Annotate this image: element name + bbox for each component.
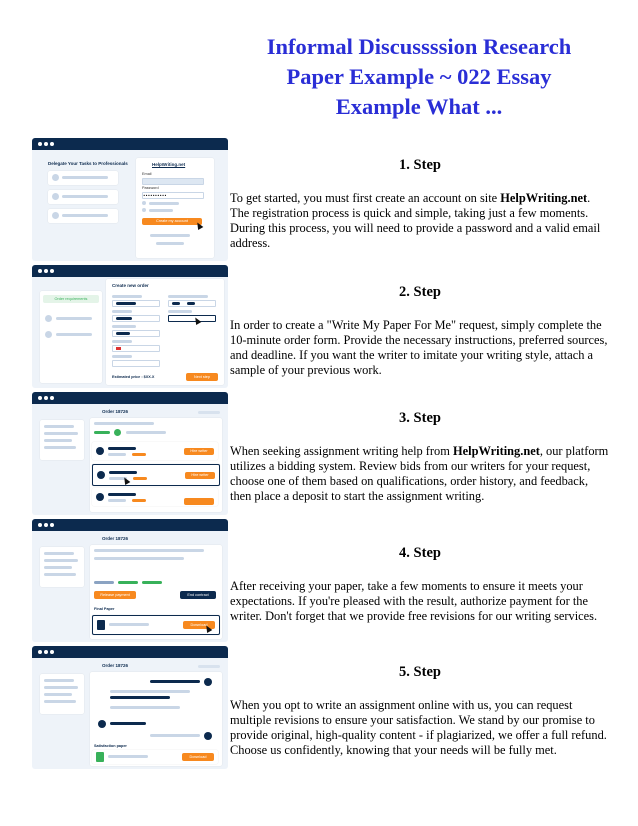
step-5-screenshot xyxy=(32,646,228,769)
document-icon xyxy=(96,752,104,762)
document-icon xyxy=(97,620,105,630)
feature-card xyxy=(48,171,118,185)
bid-card-selected[interactable] xyxy=(92,464,220,486)
final-paper-file[interactable] xyxy=(92,615,220,635)
end-contract-button[interactable]: End contract xyxy=(180,591,216,599)
bid-card[interactable] xyxy=(92,442,218,460)
writer-avatar xyxy=(204,678,212,686)
email-field[interactable] xyxy=(142,178,204,185)
cursor-icon xyxy=(195,221,204,230)
order-steps-sidebar xyxy=(40,291,102,383)
pages-select[interactable] xyxy=(168,300,216,307)
phone-field[interactable] xyxy=(112,360,160,367)
order-form xyxy=(106,279,224,385)
step-heading: 1. Step xyxy=(399,157,441,173)
assignment-type-select[interactable] xyxy=(112,300,160,307)
messages-panel xyxy=(90,672,222,766)
next-step-button[interactable]: Next step xyxy=(186,373,218,381)
create-account-button[interactable]: Create my account xyxy=(142,218,202,225)
order-details-panel xyxy=(40,420,84,460)
sidebar-item-requirements[interactable]: Order requirements xyxy=(43,295,99,303)
feature-card xyxy=(48,209,118,223)
step-heading: 2. Step xyxy=(399,284,441,300)
writer-avatar xyxy=(96,493,104,501)
radio-option[interactable] xyxy=(142,208,146,212)
step-3-screenshot xyxy=(32,392,228,515)
step-4 xyxy=(230,545,610,624)
order-heading: Order 18726 xyxy=(102,536,129,541)
window-dot xyxy=(44,142,48,146)
step-2-screenshot xyxy=(32,265,228,388)
download-button[interactable]: Download xyxy=(183,621,215,629)
window-dot xyxy=(50,142,54,146)
window-titlebar xyxy=(32,519,228,531)
window-titlebar xyxy=(32,265,228,277)
service-select[interactable] xyxy=(112,315,160,322)
title-line-3: Example What ... xyxy=(335,94,503,119)
step-heading: 3. Step xyxy=(399,410,441,426)
step-5 xyxy=(230,664,610,758)
window-titlebar xyxy=(32,392,228,404)
order-details-panel xyxy=(40,674,84,714)
password-label: Password xyxy=(142,186,159,190)
final-paper-label: Final Paper xyxy=(94,607,115,611)
release-payment-button[interactable]: Release payment xyxy=(94,591,136,599)
download-button[interactable]: Download xyxy=(182,753,214,761)
writer-avatar xyxy=(204,732,212,740)
radio-option[interactable] xyxy=(142,201,146,205)
window-dot xyxy=(38,142,42,146)
window-titlebar xyxy=(32,138,228,150)
window-titlebar xyxy=(32,646,228,658)
brand-logo: HelpWriting.net xyxy=(152,162,186,167)
cursor-icon xyxy=(122,476,131,485)
step-1 xyxy=(230,157,610,251)
password-field[interactable]: •••••••••• xyxy=(142,192,204,199)
form-heading: Create new order xyxy=(112,283,149,288)
step-heading: 4. Step xyxy=(399,545,441,561)
language-select[interactable] xyxy=(112,345,160,352)
page-title xyxy=(215,32,623,122)
step-text: When seeking assignment writing help from HelpWriting.net, our platform utilizes a bidding system. Review bids from our writers for your request, choose one of them based on qualifications, order history, and feedback, then place a deposit to start the assignment writing. xyxy=(230,444,609,503)
hire-writer-button[interactable] xyxy=(184,498,214,505)
hire-writer-button[interactable]: Hire writer xyxy=(185,472,215,479)
step-4-screenshot xyxy=(32,519,228,642)
feature-card xyxy=(48,190,118,204)
satisfaction-paper-file[interactable] xyxy=(92,750,218,764)
step-text: To get started, you must first create an account on site HelpWriting.net. The registration process is quick and simple, taking just a few moments. During this process, you will need to provide a password and a valid email address. xyxy=(230,191,601,250)
email-label: Email xyxy=(142,172,152,176)
signup-form xyxy=(136,158,214,258)
bids-panel xyxy=(90,418,222,512)
order-heading: Order 18726 xyxy=(102,409,129,414)
step-text: In order to create a "Write My Paper For Me" request, simply complete the 10-minute order form. Provide the necessary instructions, preferred sources, and deadline. If you want the writer to imitate your writing style, attach a sample of your previous work. xyxy=(230,318,608,377)
step-text: When you opt to write an assignment online with us, you can request multiple revisions to ensure your satisfaction. We stand by our promise to provide original, high-quality content - if plagiarized, we offer a full refund. Choose us confidently, knowing that your needs will be fully met. xyxy=(230,698,607,757)
hire-writer-button[interactable]: Hire writer xyxy=(184,448,214,455)
site-name: HelpWriting.net xyxy=(452,444,540,458)
title-line-1: Informal Discussssion Research xyxy=(266,34,572,59)
order-panel xyxy=(90,545,222,639)
order-details-panel xyxy=(40,547,84,587)
writer-avatar xyxy=(96,447,104,455)
user-avatar xyxy=(98,720,106,728)
thumb-heading: Delegate Your Tasks to Professionals xyxy=(48,161,128,166)
title-line-2: Paper Example ~ 022 Essay xyxy=(286,64,552,89)
step-1-screenshot xyxy=(32,138,228,261)
estimated-price: Estimated price : $XX.X xyxy=(112,375,155,379)
step-heading: 5. Step xyxy=(399,664,441,680)
writer-avatar xyxy=(97,471,105,479)
bid-card[interactable] xyxy=(92,488,218,506)
site-name: HelpWriting.net xyxy=(500,191,588,205)
satisfaction-paper-label: Satisfaction paper xyxy=(94,744,127,748)
step-2 xyxy=(230,284,610,378)
step-3 xyxy=(230,410,610,504)
step-text: After receiving your paper, take a few moments to ensure it meets your expectations. If you're pleased with the result, authorize payment for the writer. Don't forget that we provide free revisions for our writing services. xyxy=(230,579,598,623)
deadline-field[interactable] xyxy=(112,330,160,337)
order-heading: Order 18726 xyxy=(102,663,129,668)
